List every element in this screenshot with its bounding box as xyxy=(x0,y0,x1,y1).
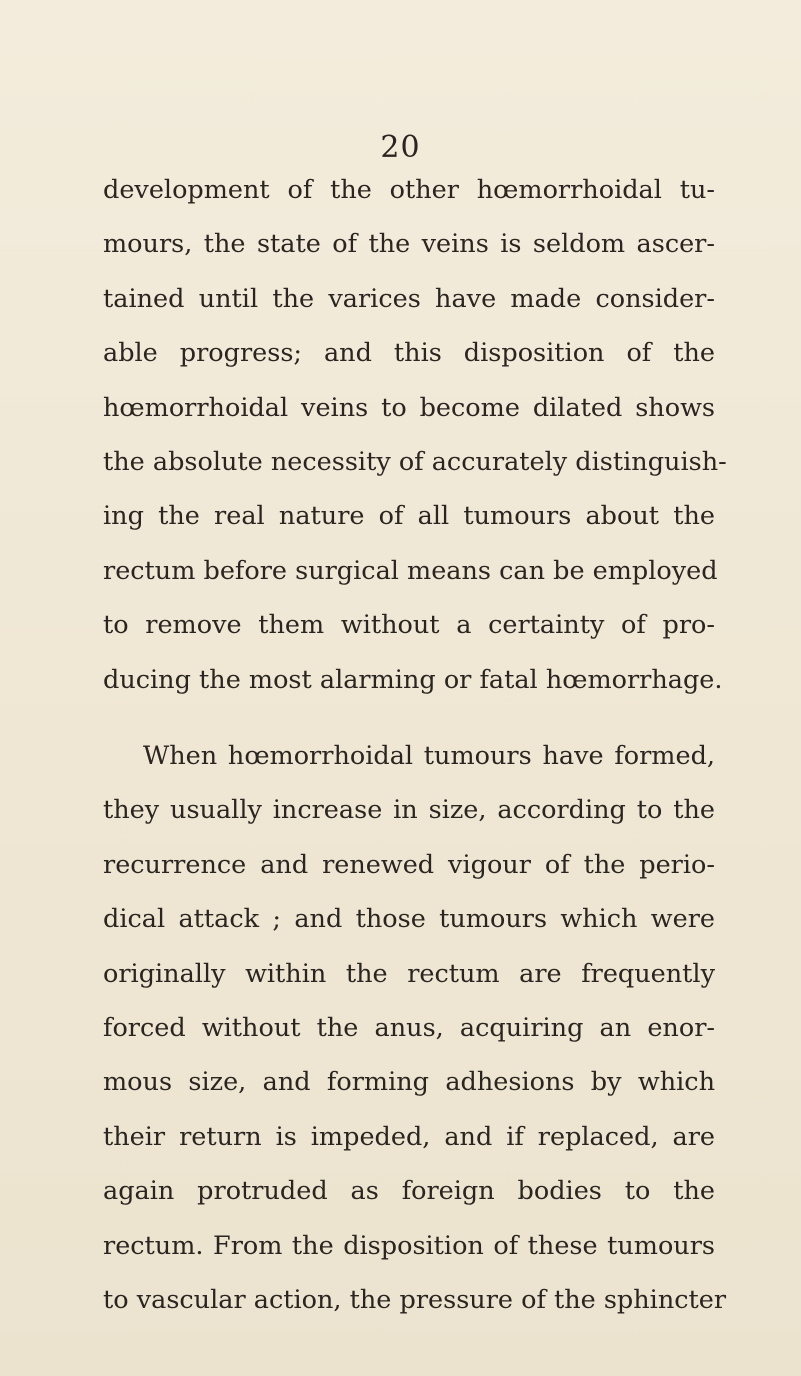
text-line: originally within the rectum are frequently xyxy=(103,958,715,989)
text-line: to remove them without a certainty of pro- xyxy=(103,610,715,641)
text-line: tained until the varices have made consider- xyxy=(103,283,715,314)
text-line: recurrence and renewed vigour of the perio- xyxy=(103,849,715,880)
text-line: dical attack ; and those tumours which were xyxy=(103,904,715,935)
text-line: the absolute necessity of accurately distinguish- xyxy=(103,446,727,477)
text-line: to vascular action, the pressure of the sphincter xyxy=(103,1284,727,1315)
text-line: their return is impeded, and if replaced, are xyxy=(103,1121,715,1152)
page-number: 20 xyxy=(380,130,421,165)
text-line: hœmorrhoidal veins to become dilated shows xyxy=(103,392,715,423)
text-line: again protruded as foreign bodies to the xyxy=(103,1176,715,1207)
text-line: rectum. From the disposition of these tumours xyxy=(103,1230,715,1261)
text-line: mours, the state of the veins is seldom ascer- xyxy=(103,229,715,260)
text-line: able progress; and this disposition of the xyxy=(103,338,715,369)
paragraph-2 xyxy=(103,729,727,1327)
text-line: ing the real nature of all tumours about the xyxy=(103,501,715,532)
paragraph-1 xyxy=(103,163,727,707)
text-line: ducing the most alarming or fatal hœmorrhage. xyxy=(103,664,723,695)
text-line: they usually increase in size, according to the xyxy=(103,795,715,826)
text-line: When hœmorrhoidal tumours have formed, xyxy=(143,741,715,771)
text-line: development of the other hœmorrhoidal tu- xyxy=(103,175,715,205)
text-line: rectum before surgical means can be employed xyxy=(103,555,718,586)
text-line: mous size, and forming adhesions by which xyxy=(103,1067,715,1098)
text-line: forced without the anus, acquiring an enor- xyxy=(103,1012,715,1043)
